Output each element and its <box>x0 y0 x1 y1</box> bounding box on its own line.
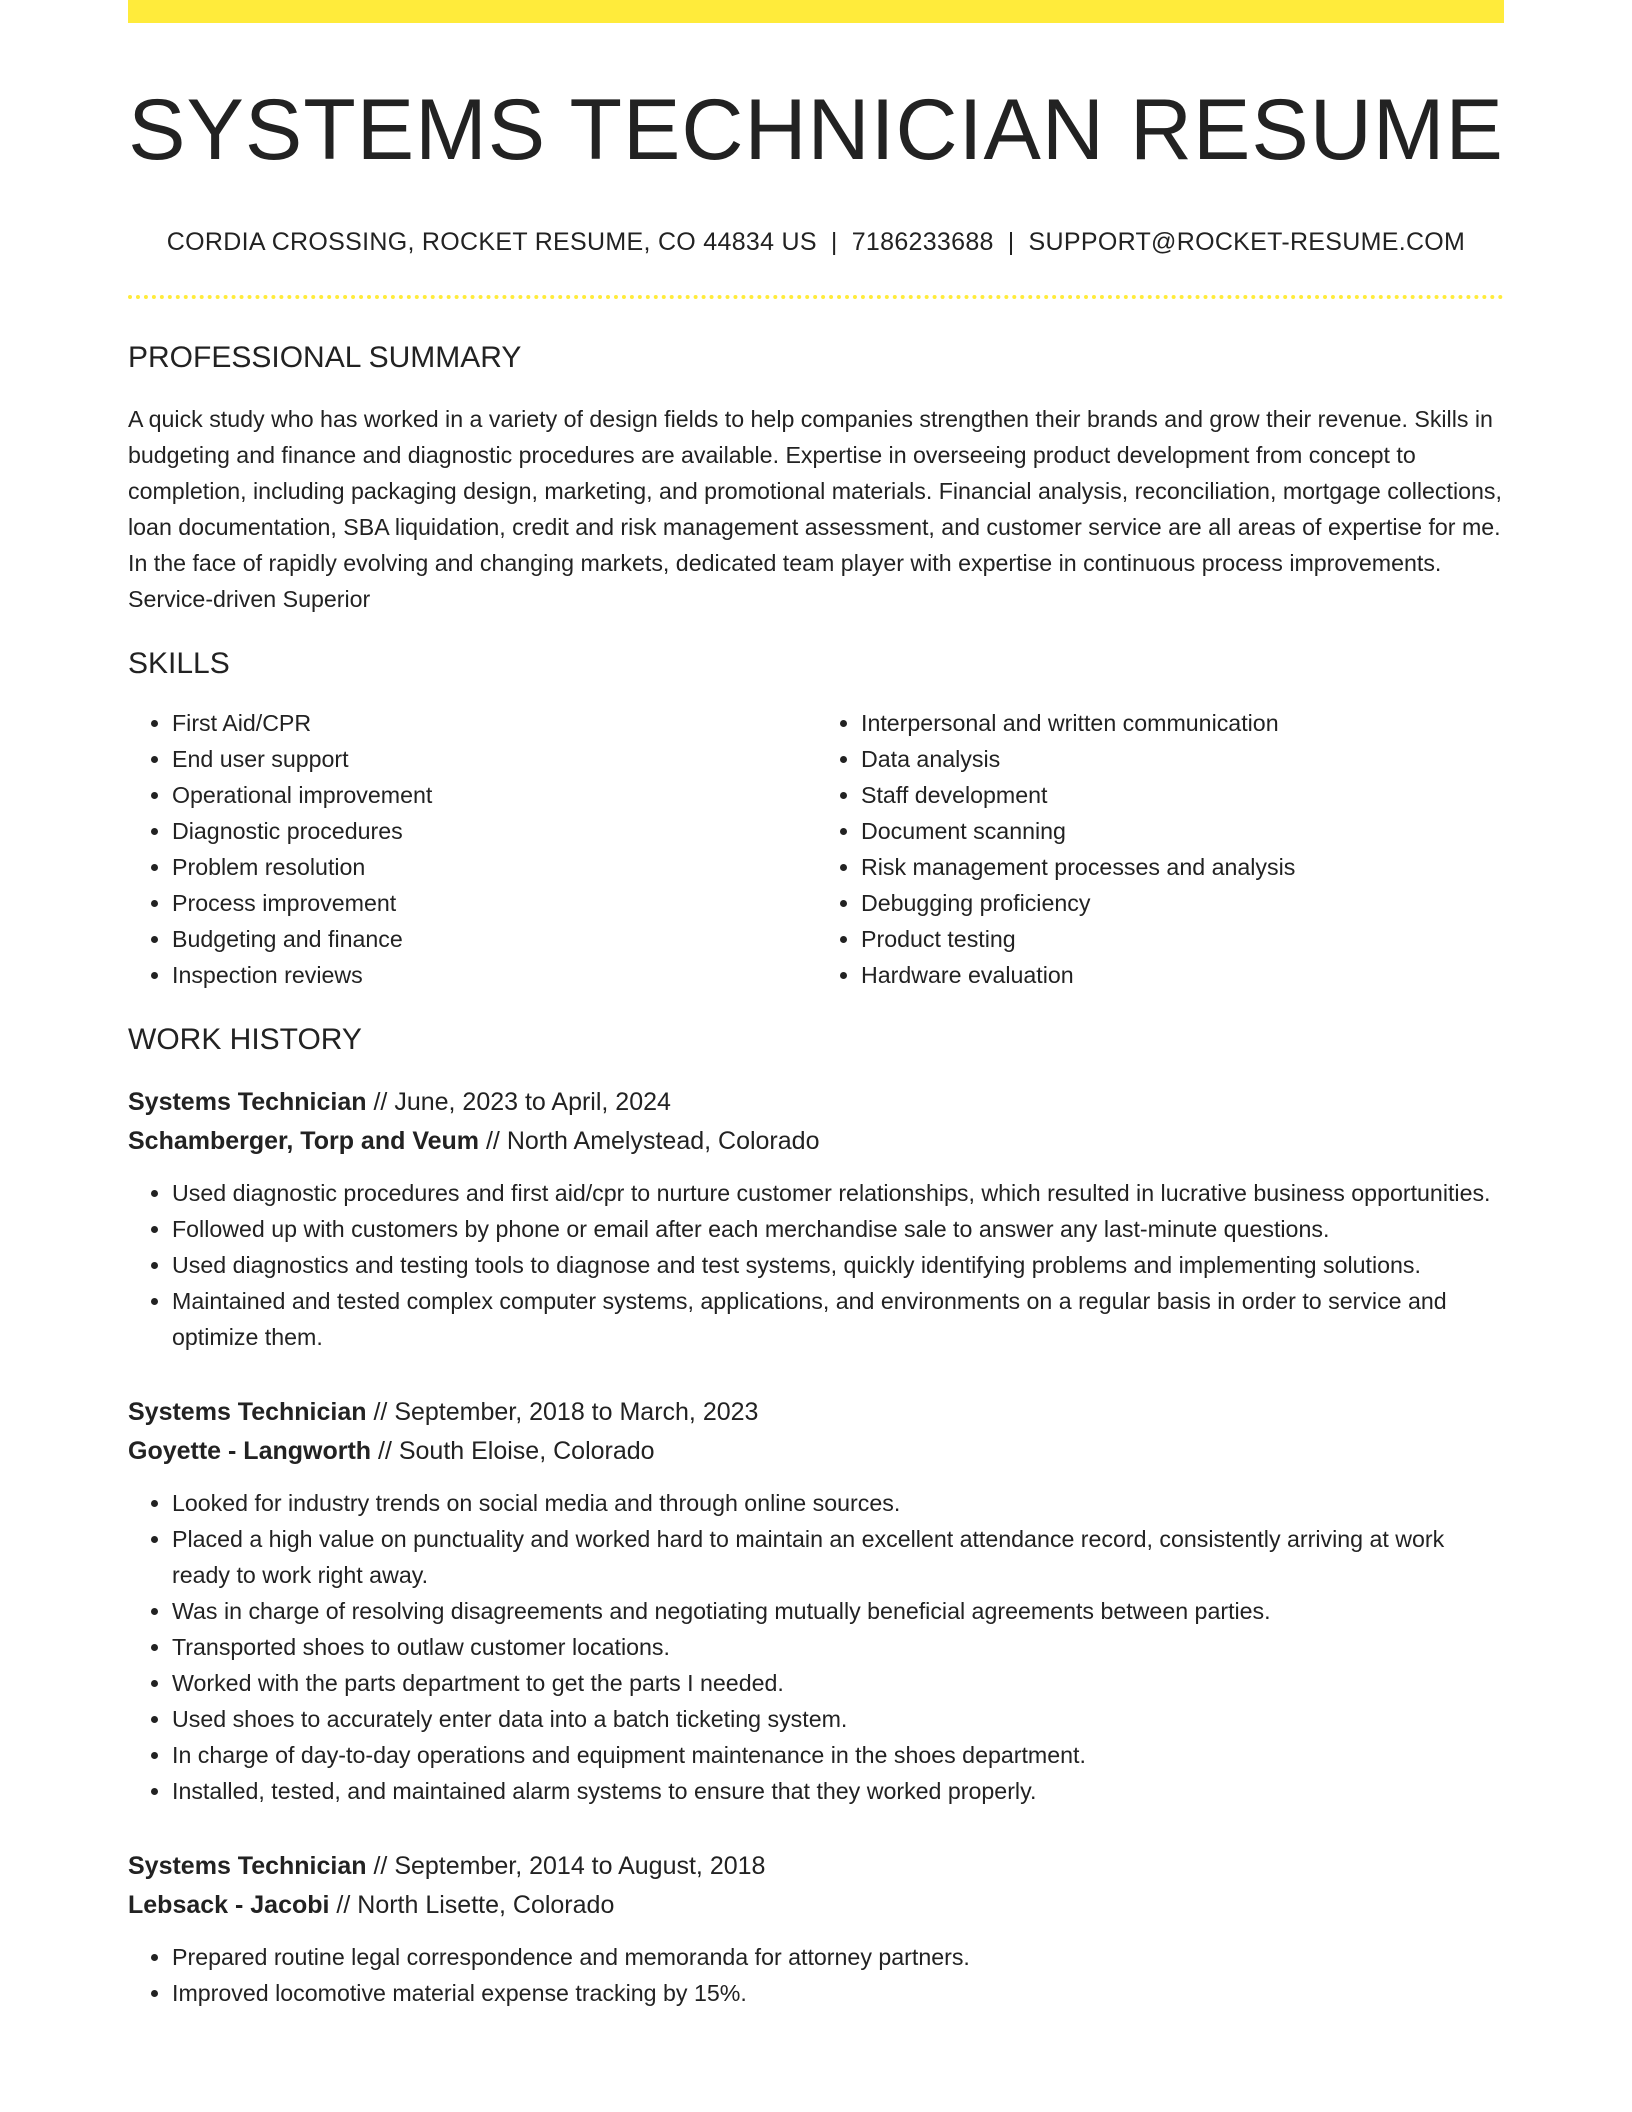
job-company: Schamberger, Torp and Veum <box>128 1126 480 1155</box>
job-dates: // June, 2023 to April, 2024 <box>366 1087 671 1116</box>
skill-item: • Data analysis <box>861 741 1504 777</box>
job-bullet: • Prepared routine legal correspondence and memoranda for attorney partners. <box>172 1939 1504 1975</box>
job-title: Systems Technician <box>128 1851 367 1880</box>
summary-heading: PROFESSIONAL SUMMARY <box>128 340 522 374</box>
job-dates: // September, 2014 to August, 2018 <box>366 1851 766 1880</box>
job-company-line <box>128 1886 1504 1925</box>
job-bullet: • Installed, tested, and maintained alarm systems to ensure that they worked properly. <box>172 1773 1504 1809</box>
job-bullets <box>128 1485 1504 1809</box>
job-title-line <box>128 1393 1504 1432</box>
contact-email: SUPPORT@ROCKET-RESUME.COM <box>1028 227 1466 256</box>
job-location: // South Eloise, Colorado <box>371 1436 655 1465</box>
job-bullets <box>128 1175 1504 1355</box>
job-bullet: • Worked with the parts department to get the parts I needed. <box>172 1665 1504 1701</box>
resume-title: SYSTEMS TECHNICIAN RESUME <box>128 82 1504 178</box>
job-title-line <box>128 1083 1504 1122</box>
job-bullet: • Was in charge of resolving disagreements and negotiating mutually beneficial agreements between parties. <box>172 1593 1504 1629</box>
job-company-line <box>128 1122 1504 1161</box>
job-bullet: • Used shoes to accurately enter data into a batch ticketing system. <box>172 1701 1504 1737</box>
job-company: Goyette - Langworth <box>128 1436 372 1465</box>
accent-top-bar <box>128 0 1504 23</box>
job-bullet: • Transported shoes to outlaw customer locations. <box>172 1629 1504 1665</box>
skills-column-right <box>815 705 1504 993</box>
skills-column-left <box>128 705 815 993</box>
job-bullet: • Looked for industry trends on social media and through online sources. <box>172 1485 1504 1521</box>
job-bullets <box>128 1939 1504 2011</box>
contact-phone: 7186233688 <box>851 227 994 256</box>
job-company: Lebsack - Jacobi <box>128 1890 330 1919</box>
skill-item: • Operational improvement <box>172 777 815 813</box>
skill-item: • Problem resolution <box>172 849 815 885</box>
skill-item: • Document scanning <box>861 813 1504 849</box>
skill-item: • Inspection reviews <box>172 957 815 993</box>
job-bullet: • Used diagnostic procedures and first aid/cpr to nurture customer relationships, which resulted in lucrative business opportunities. <box>172 1175 1504 1211</box>
skill-item: • Diagnostic procedures <box>172 813 815 849</box>
job-company-line <box>128 1432 1504 1471</box>
job-bullet: • Used diagnostics and testing tools to diagnose and test systems, quickly identifying problems and implementing solutions. <box>172 1247 1504 1283</box>
contact-separator: | <box>1007 227 1015 256</box>
job-bullet: • Followed up with customers by phone or email after each merchandise sale to answer any last-minute questions. <box>172 1211 1504 1247</box>
skill-item: • Debugging proficiency <box>861 885 1504 921</box>
job-entry <box>128 1847 1504 2011</box>
skill-item: • Product testing <box>861 921 1504 957</box>
dotted-divider <box>128 295 1504 299</box>
job-title-line <box>128 1847 1504 1886</box>
job-bullet: • In charge of day-to-day operations and equipment maintenance in the shoes department. <box>172 1737 1504 1773</box>
skill-item: • Interpersonal and written communication <box>861 705 1504 741</box>
job-location: // North Amelystead, Colorado <box>479 1126 820 1155</box>
job-dates: // September, 2018 to March, 2023 <box>366 1397 759 1426</box>
job-bullet: • Maintained and tested complex computer systems, applications, and environments on a regular basis in order to service and optimize them. <box>172 1283 1504 1355</box>
skills-heading: SKILLS <box>128 646 230 680</box>
job-entry <box>128 1083 1504 1355</box>
job-entry <box>128 1393 1504 1809</box>
skill-item: • End user support <box>172 741 815 777</box>
summary-text: A quick study who has worked in a variety of design fields to help companies strengthen their brands and grow their revenue. Skills in budgeting and finance and diagnostic procedures are available. Expertise in overseeing product development from concept to completion, including packaging design, marketing, and promotional materials. Financial analysis, reconciliation, mortgage collections, loan documentation, SBA liquidation, credit and risk management assessment, and customer service are all areas of expertise for me. In the face of rapidly evolving and changing markets, dedicated team player with expertise in continuous process improvements. Service-driven Superior <box>128 405 1502 612</box>
skills-list <box>128 705 1504 993</box>
skill-item: • Budgeting and finance <box>172 921 815 957</box>
contact-address: CORDIA CROSSING, ROCKET RESUME, CO 44834 US <box>166 227 817 256</box>
skill-item: • Staff development <box>861 777 1504 813</box>
job-bullet: • Improved locomotive material expense tracking by 15%. <box>172 1975 1504 2011</box>
skill-item: • Hardware evaluation <box>861 957 1504 993</box>
job-title: Systems Technician <box>128 1397 367 1426</box>
work-history-heading: WORK HISTORY <box>128 1022 362 1056</box>
skill-item: • Risk management processes and analysis <box>861 849 1504 885</box>
job-bullet: • Placed a high value on punctuality and worked hard to maintain an excellent attendance record, consistently arriving at work ready to work right away. <box>172 1521 1504 1593</box>
contact-line <box>128 228 1504 257</box>
skill-item: • Process improvement <box>172 885 815 921</box>
contact-separator: | <box>830 227 838 256</box>
job-title: Systems Technician <box>128 1087 367 1116</box>
job-location: // North Lisette, Colorado <box>329 1890 615 1919</box>
resume-page <box>128 0 1504 2011</box>
skill-item: • First Aid/CPR <box>172 705 815 741</box>
